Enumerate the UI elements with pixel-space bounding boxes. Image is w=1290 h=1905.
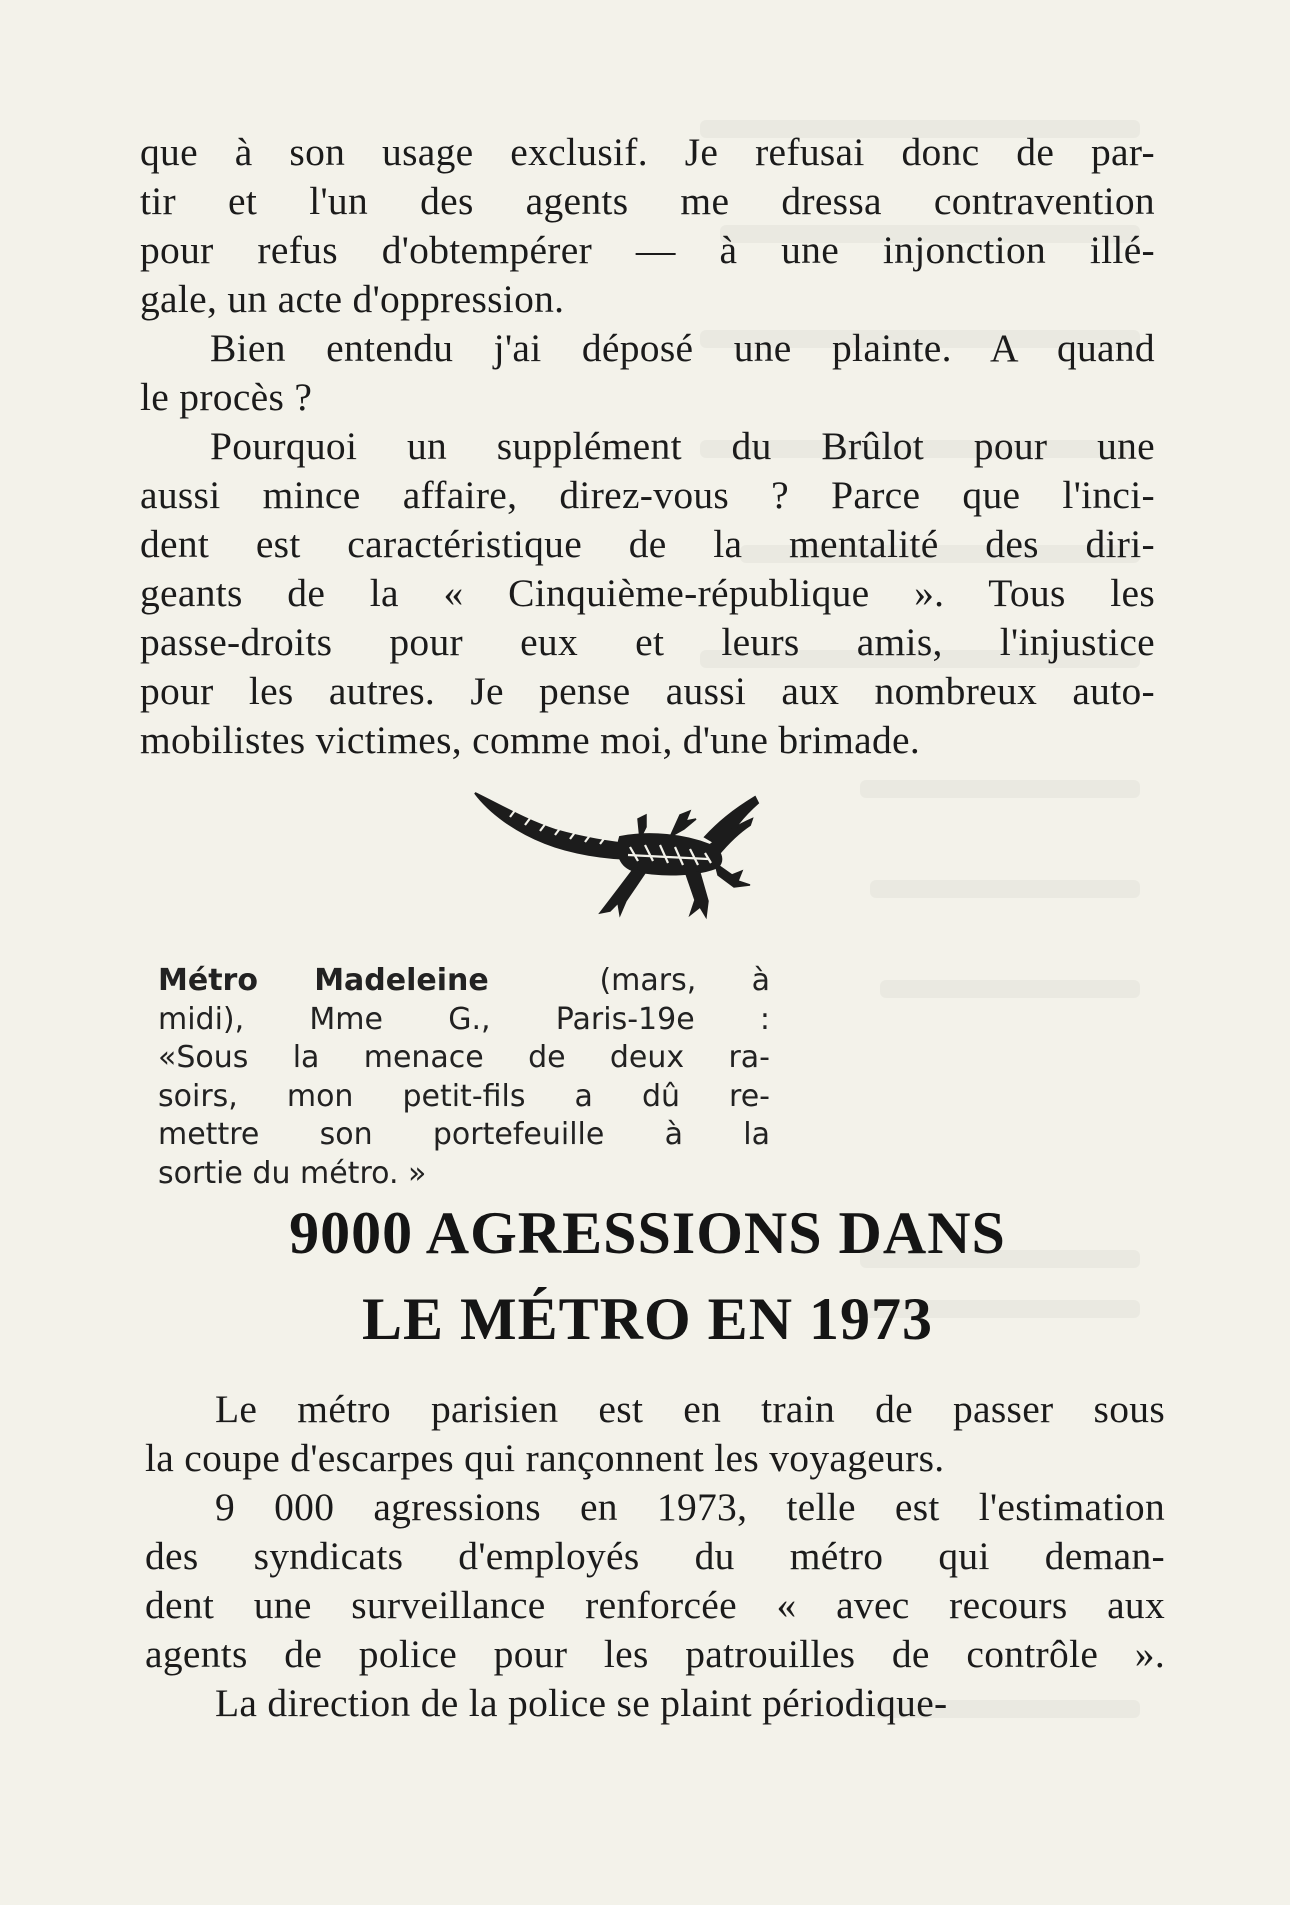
paragraph-refusal xyxy=(140,128,1155,324)
text-line: Le métro parisien est en train de passer sous xyxy=(215,1387,1165,1431)
caption-line: sortie du métro. » xyxy=(158,1155,427,1191)
text-line: que à son usage exclusif. Je refusai donc de par- xyxy=(140,130,1155,174)
caption-line: midi), Mme G., Paris-19e : xyxy=(158,1001,770,1037)
text-line: Bien entendu j'ai déposé une plainte. A quand xyxy=(210,326,1155,370)
text-line: dent une surveillance renforcée « avec recours aux xyxy=(145,1583,1165,1627)
caption-line: soirs, mon petit-fils a dû re- xyxy=(158,1078,770,1114)
caption-line: mettre son portefeuille à la xyxy=(158,1117,770,1152)
text-line: pour refus d'obtempérer — à une injonction illé- xyxy=(140,228,1155,272)
article-headline xyxy=(140,1190,1155,1362)
text-line: passe-droits pour eux et leurs amis, l'injustice xyxy=(140,620,1155,664)
text-line: Pourquoi un supplément du Brûlot pour une xyxy=(210,424,1155,468)
text-line: le procès ? xyxy=(140,375,313,419)
caption-line xyxy=(158,962,770,1001)
paragraph-police xyxy=(145,1679,1165,1728)
headline-line: 9000 AGRESSIONS DANS xyxy=(289,1200,1006,1266)
text-line: aussi mince affaire, direz-vous ? Parce que l'inci- xyxy=(140,473,1155,517)
text-line: mobilistes victimes, comme moi, d'une brimade. xyxy=(140,718,921,762)
text-line: gale, un acte d'oppression. xyxy=(140,277,565,321)
paragraph-stats xyxy=(145,1483,1165,1679)
text-line: 9 000 agressions en 1973, telle est l'estimation xyxy=(215,1485,1165,1529)
text-line: la coupe d'escarpes qui rançonnent les voyageurs. xyxy=(145,1436,945,1480)
text-line: geants de la « Cinquième-république ». Tous les xyxy=(140,571,1155,615)
paragraph-complaint xyxy=(140,324,1155,422)
headline-line: LE MÉTRO EN 1973 xyxy=(361,1286,934,1352)
text-line: La direction de la police se plaint périodique- xyxy=(215,1681,948,1725)
caption-line: «Sous la menace de deux ra- xyxy=(158,1040,770,1075)
caption-place: Métro Madeleine xyxy=(158,963,489,998)
text-line: dent est caractéristique de la mentalité des diri- xyxy=(140,522,1155,566)
text-line: des syndicats d'employés du métro qui deman- xyxy=(145,1534,1165,1578)
paragraph-metro xyxy=(145,1385,1165,1483)
text-line: agents de police pour les patrouilles de contrôle ». xyxy=(145,1632,1165,1676)
text-line: pour les autres. Je pense aussi aux nombreux auto- xyxy=(140,669,1155,713)
caption-date: (mars, à xyxy=(599,963,770,998)
photo-caption xyxy=(158,962,770,1193)
crocodile-icon xyxy=(470,775,760,935)
paragraph-why-supplement xyxy=(140,422,1155,765)
text-line: tir et l'un des agents me dressa contravention xyxy=(140,179,1155,223)
